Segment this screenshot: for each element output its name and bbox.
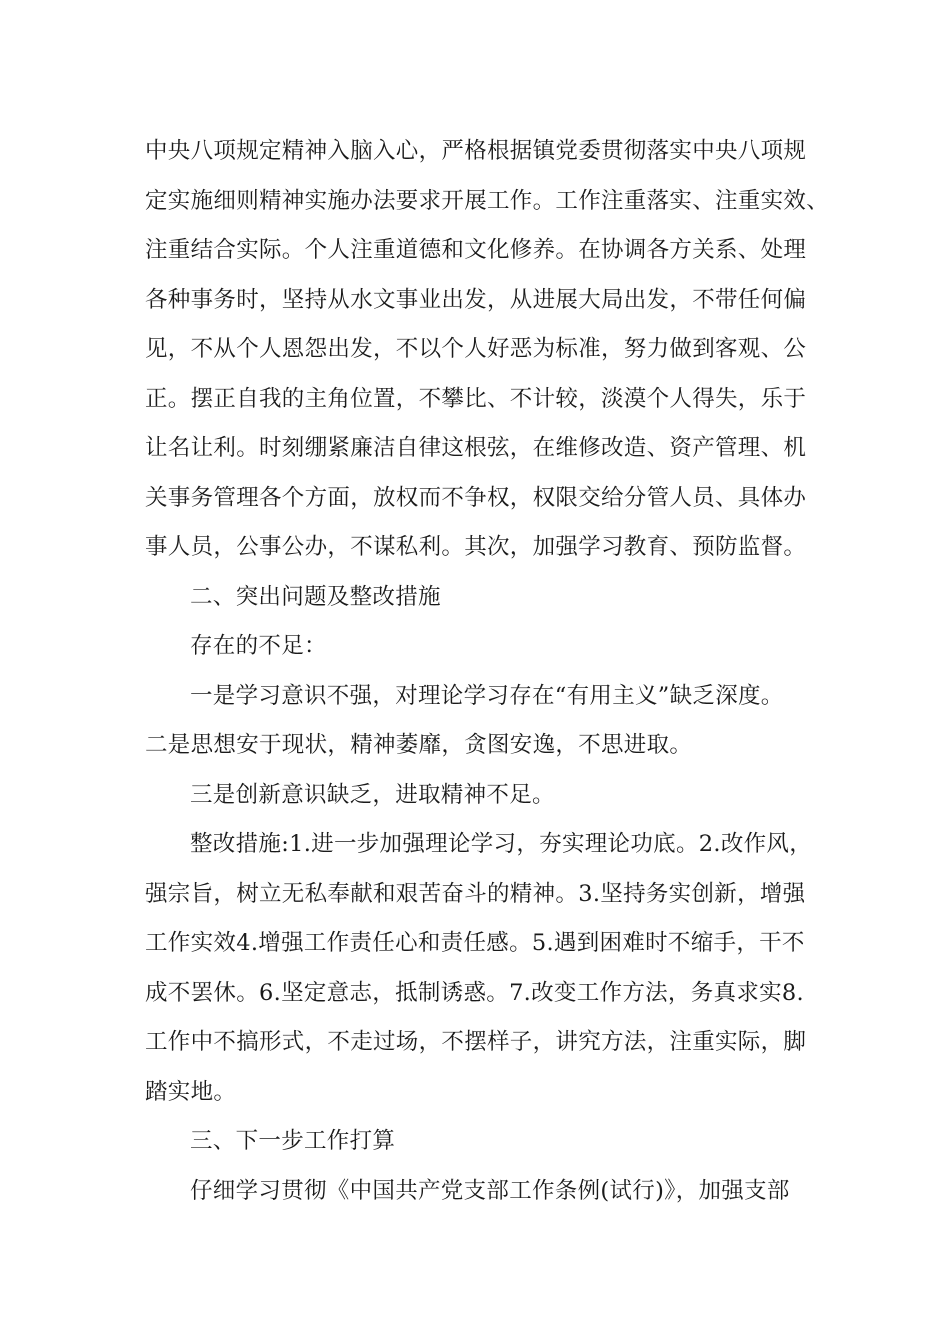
body-text-line: 三是创新意识缺乏，进取精神不足。 — [190, 781, 555, 808]
body-text-line: 工作实效4.增强工作责任心和责任感。5.遇到困难时不缩手，干不 — [145, 930, 805, 956]
section-heading: 三、下一步工作打算 — [190, 1128, 396, 1154]
subsection-label: 存在的不足： — [190, 633, 327, 659]
body-text-line: 工作中不搞形式，不走过场，不摆样子，讲究方法，注重实际，脚 — [145, 1029, 807, 1055]
body-text-line: 关事务管理各个方面，放权而不争权，权限交给分管人员、具体办 — [145, 484, 807, 511]
body-text-line: 定实施细则精神实施办法要求开展工作。工作注重落实、注重实效、 — [145, 187, 830, 214]
body-text-line: 中央八项规定精神入脑入心，严格根据镇党委贯彻落实中央八项规 — [145, 138, 807, 164]
body-text-line: 整改措施:1.进一步加强理论学习，夯实理论功底。2.改作风， — [190, 831, 813, 857]
body-text-line: 事人员，公事公办，不谋私利。其次，加强学习教育、预防监督。 — [145, 534, 807, 560]
section-heading: 二、突出问题及整改措施 — [190, 583, 441, 610]
body-text-line: 正。摆正自我的主角位置，不攀比、不计较，淡漠个人得失，乐于 — [145, 385, 807, 412]
body-text-line: 让名让利。时刻绷紧廉洁自律这根弦，在维修改造、资产管理、机 — [145, 435, 807, 461]
body-text-line: 仔细学习贯彻《中国共产党支部工作条例(试行)》，加强支部 — [190, 1177, 790, 1204]
body-text-line: 成不罢休。6.坚定意志，抵制诱惑。7.改变工作方法，务真求实8. — [145, 979, 805, 1006]
document-body — [145, 127, 830, 1216]
body-text-line: 踏实地。 — [145, 1078, 237, 1105]
body-text-line: 各种事务时，坚持从水文事业出发，从进展大局出发，不带任何偏 — [145, 286, 807, 313]
body-text-line: 注重结合实际。个人注重道德和文化修养。在协调各方关系、处理 — [145, 237, 807, 263]
body-text-line: 强宗旨，树立无私奉献和艰苦奋斗的精神。3.坚持务实创新，增强 — [145, 880, 806, 907]
body-text-line: 见，不从个人恩怨出发，不以个人好恶为标准，努力做到客观、公 — [145, 336, 807, 362]
body-text-line: 一是学习意识不强，对理论学习存在“有用主义”缺乏深度。 — [190, 682, 784, 709]
body-text-line: 二是思想安于现状，精神萎靡，贪图安逸，不思进取。 — [145, 732, 693, 758]
